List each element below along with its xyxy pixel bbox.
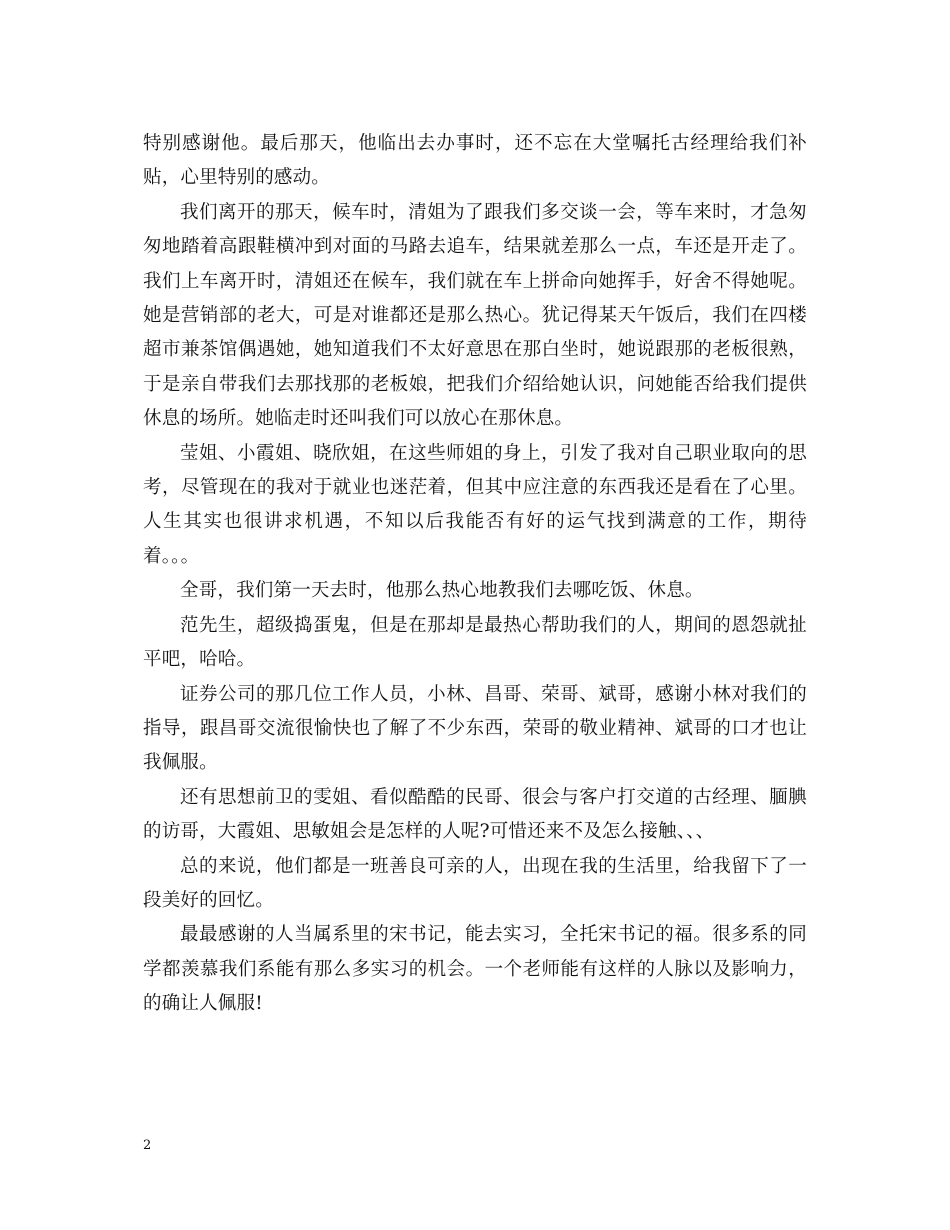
paragraph: 证券公司的那几位工作人员，小林、昌哥、荣哥、斌哥，感谢小林对我们的指导，跟昌哥交流很愉快也了解了不少东西，荣哥的敬业精神、斌哥的口才也让我佩服。 [143,683,807,774]
paragraph: 莹姐、小霞姐、晓欣姐，在这些师姐的身上，引发了我对自己职业取向的思考，尽管现在的我对于就业也迷茫着，但其中应注意的东西我还是看在了心里。人生其实也很讲求机遇，不知以后我能否有好的运气找到满意的工作，期待着。。。 [143,442,807,567]
paragraph: 最最感谢的人当属系里的宋书记，能去实习，全托宋书记的福。很多系的同学都羡慕我们系能有那么多实习的机会。一个老师能有这样的人脉以及影响力，的确让人佩服! [143,924,807,1015]
paragraph: 范先生，超级捣蛋鬼，但是在那却是最热心帮助我们的人，期间的恩怨就扯平吧，哈哈。 [143,614,807,671]
paragraph: 全哥，我们第一天去时，他那么热心地教我们去哪吃饭、休息。 [180,580,704,602]
body-text [143,127,807,1022]
paragraph: 我们离开的那天，候车时，清姐为了跟我们多交谈一会，等车来时，才急匆匆地踏着高跟鞋横冲到对面的马路去追车，结果就差那么一点，车还是开走了。我们上车离开时，清姐还在候车，我们就在车上拼命向她挥手，好舍不得她呢。她是营销部的老大，可是对谁都还是那么热心。犹记得某天午饭后，我们在四楼超市兼茶馆偶遇她，她知道我们不太好意思在那白坐时，她说跟那的老板很熟，于是亲自带我们去那找那的老板娘，把我们介绍给她认识，问她能否给我们提供休息的场所。她临走时还叫我们可以放心在那休息。 [143,201,807,430]
paragraph: 总的来说，他们都是一班善良可亲的人，出现在我的生活里，给我留下了一段美好的回忆。 [143,855,807,911]
paragraph: 还有思想前卫的雯姐、看似酷酷的民哥、很会与客户打交道的古经理、腼腆的访哥，大霞姐、思敏姐会是怎样的人呢?可惜还来不及怎么接触、、、 [143,786,807,843]
page-number: 2 [143,1138,152,1153]
paragraph-continued: 特别感谢他。最后那天，他临出去办事时，还不忘在大堂嘱托古经理给我们补贴，心里特别的感动。 [143,133,807,189]
